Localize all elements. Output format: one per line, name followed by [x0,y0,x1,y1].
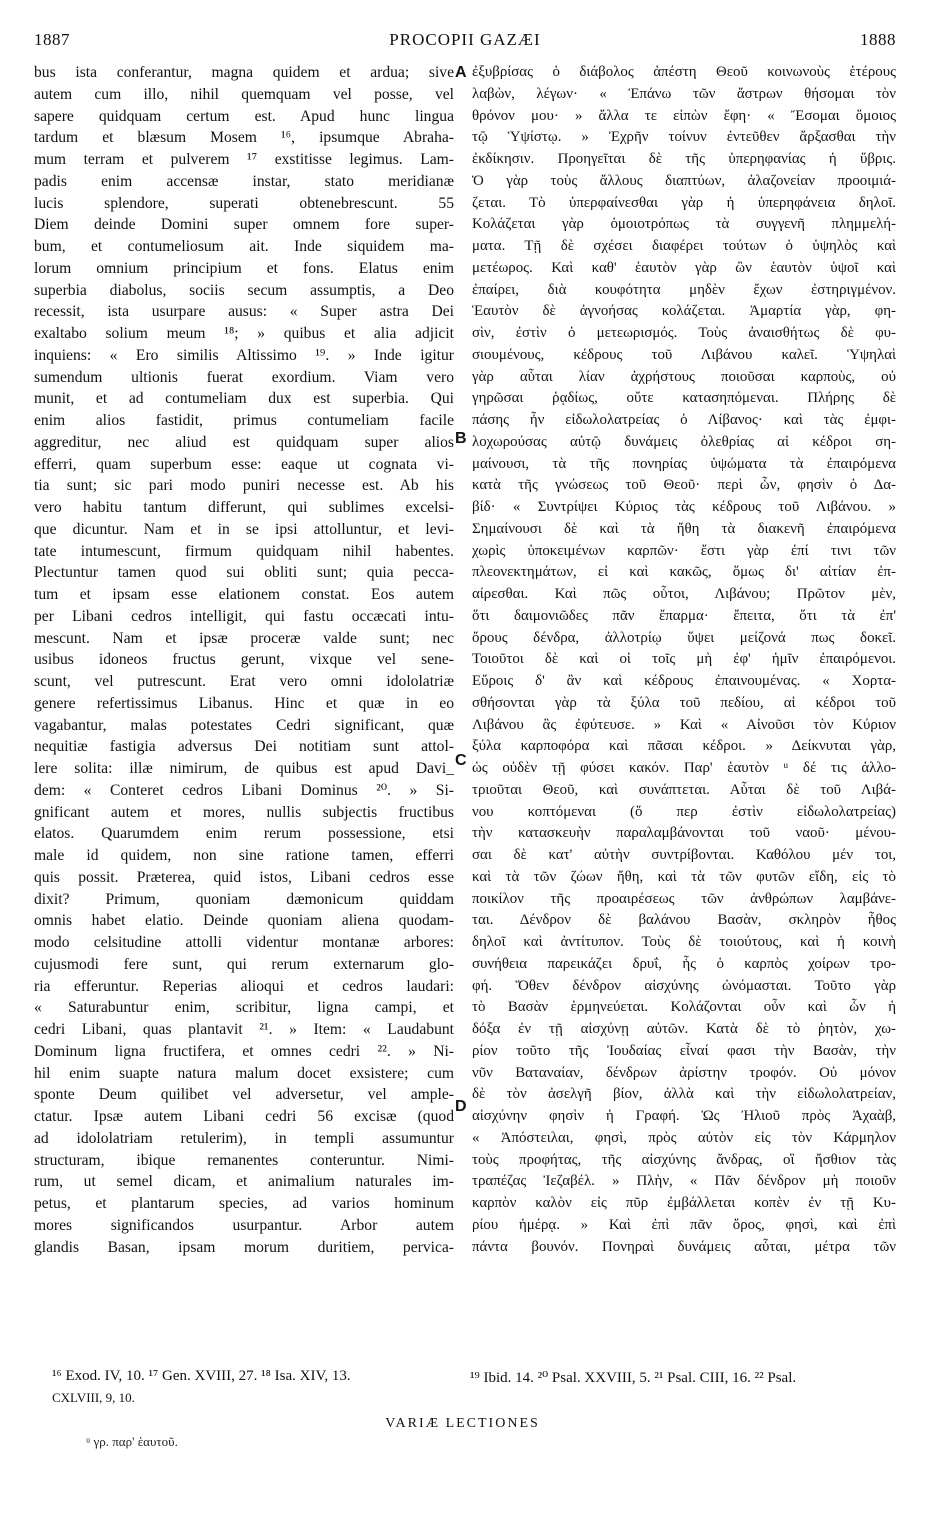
latin-text-line: ad idololatriam retulerim), in templi assumuntur [34,1129,454,1147]
latin-text-line: sapere quidquam certum est. Apud hunc lingua [34,107,454,125]
greek-text-line: τοὺς προφήτας, τῆς αἰσχύνης ἄνδρας, οἳ ἤσθιον τὰς [472,1151,896,1168]
greek-text-line: σαι δὲ κατ' αὐτὴν συντρίβονται. Καθόλου μέν τοι, [472,847,896,863]
page-number-right: 1888 [860,30,896,49]
latin-text-line: exaltabo solium meum ¹⁸; » quibus et alia adjicit [34,325,454,342]
greek-text-line: δὲ τὸν ἀσελγῆ βίον, ἀλλὰ καὶ τὴν εἰδωλολατρείαν, [472,1086,896,1103]
latin-text-line: cedri Libani, quas plantavit ²¹. » Item: « Laudabunt [34,1021,454,1038]
greek-text-line: τῷ Ὑψίστῳ. » Ἐχρῆν τοίνυν ἐντεῦθεν ἄρξασθαι τὴν [472,129,896,146]
greek-text-line: Ὁ γὰρ τοὺς ἄλλους διαπτύων, ἀλαζονείαν προοιμιά- [472,172,896,189]
latin-text-line: mescunt. Nam et ipsæ proceræ valde sunt; nec [34,629,454,647]
greek-text-line: χωρὶς ὑποκειμένων καρπῶν· ἔστι γὰρ ἐπί τινι τῶν [472,542,896,559]
greek-text-line: καὶ τὰ τῶν ζώων ἤθη, καὶ τὰ τῶν φυτῶν εἴδη, εἰς τὸ [472,868,896,885]
greek-text-line: Ἑαυτὸν δὲ ἀγνοήσας κολάζεται. Ἁμαρτία γὰρ, φη- [472,303,896,320]
greek-text-line: σθήσονται γὰρ τὰ ξύλα τοῦ πεδίου, αἱ κέδροι τοῦ [472,694,896,711]
greek-text-line: ὅτι δαιμονιῶδες πᾶν ἔπαρμα· ἔπειτα, ὅτι τὰ ἐπ' [472,607,896,624]
greek-text-line: δηλοῖ καὶ ἀντίτυπον. Τοὺς δὲ τοιούτους, καὶ ἡ κοινὴ [472,934,896,950]
latin-text-line: Dominum ligna fructifera, et omnes cedri ²². » Ni- [34,1042,454,1060]
latin-text-line: « Saturabuntur enim, scribitur, ligna campi, et [34,999,454,1017]
greek-text-line: ρίου ἡμέρᾳ. » Καὶ ἐπὶ πᾶν ὄρος, φησὶ, καὶ ἐπὶ [472,1216,896,1233]
latin-text-line: sponte Deum quilibet vel adversetur, vel ample- [34,1086,454,1104]
latin-text-line: genere refertissimus Libanus. Hinc et quæ in eo [34,694,454,712]
latin-text-line: hil enim suapte natura malum docet exsistere; cum [34,1064,454,1082]
latin-text-line: tum et ipsam esse elationem constat. Eos autem [34,586,454,603]
margin-letter-c: C [455,752,467,769]
greek-text-line: νῦν Βαταναίαν, δένδρων ἀρίστην τροφόν. Οὐ μόνον [472,1064,896,1081]
greek-text-line: συνήθεια παρεικάζει δρυΐ, ἧς ὁ καρπὸς χοίρων τρο- [472,955,896,972]
greek-text-line: Σημαίνουσι δὲ καὶ τὰ ἤθη τὰ διακενῆ ἐπαιρόμενα [472,520,896,537]
margin-letter-d: D [455,1098,467,1115]
greek-text-line: πλεονεκτημάτων, εἰ καὶ κακῶς, ὅμως δι' αἰτίαν ἐπ- [472,564,896,581]
latin-text-line: recessit, ista usurpare ausus: « Super astra Dei [34,303,454,321]
greek-text-line: φή. Ὅθεν δένδρον αἰσχύνης ὠνόμασται. Τοῦτο γὰρ [472,977,896,994]
greek-text-line: ἐπαίρει, διὰ κουφότητα μηδὲν ἔχων ἐστηριγμένον. [472,281,896,298]
greek-text-line: γὰρ αὗται λίαν ἀχρήστους ποιοῦσαι καρποὺς, οὐ [472,368,896,385]
latin-text-line: que dicuntur. Nam et in se ipsi attolluntur, et levi- [34,520,454,538]
latin-text-line: elatos. Quarumdem enim rerum possessione, etsi [34,825,454,843]
latin-text-line: bum, et contumeliosum ait. Inde siquidem ma- [34,238,454,255]
greek-text-line: θρόνον μου· » ἄλλα τε εἰπὼν ἔφη· « Ἔσομαι ὅμοιος [472,107,896,124]
greek-text-line: ξύλα καρποφόρα καὶ πᾶσαι κέδροι. » Δείκνυται γὰρ, [472,738,896,755]
latin-text-line: dem: « Conteret cedros Libani Dominus ²⁰. » Si- [34,781,454,799]
greek-text-line: σὶν, ἐστὶν ὁ μετεωρισμός. Τοὺς ἀναισθήτως δὲ φυ- [472,325,896,341]
greek-text-line: σιουμένους, κέδρους τοῦ Λιβάνου καλεῖ. Ὑψηλαὶ [472,346,896,363]
latin-text-line: lere solita: illæ nimirum, de quibus est apud Davi_ [34,760,454,777]
variant-reading-note: ᵘ γρ. παρ' ἑαυτοῦ. [86,1434,178,1449]
greek-text-line: μετέωρος. Καὶ καθ' ἑαυτὸν γὰρ ὢν ἑαυτὸν ὑψοῖ καὶ [472,259,896,276]
greek-text-line: νου κοπτόμεναι (ὅ περ ἐστὶν εἰδωλολατρείας) [472,803,896,820]
greek-text-line: ὡς οὐδὲν τῇ φύσει κακόν. Παρ' ἑαυτὸν ᵘ δέ τις ἀλλο- [472,760,896,776]
greek-text-line: Κολάζεται γὰρ ὁμοιοτρόπως τὰ συγγενῆ πλημμελή- [472,216,896,233]
latin-text-line: nequitiæ fastigia adversus Dei notitiam sunt attol- [34,738,454,756]
greek-text-line: πάντα βουνόν. Πονηραὶ δυνάμεις αὗται, μέτρα τῶν [472,1238,896,1255]
latin-text-line: efferri, quam superbum esse: eaque ut cognata vi- [34,455,454,473]
latin-text-line: vero habitu tantum differunt, qui sublimes excelsi- [34,499,454,516]
greek-text-line: Λιβάνου ἃς ἐφύτευσε. » Καὶ « Αἰνοῦσι τὸν Κύριον [472,716,896,733]
greek-text-line: ὄρους δένδρα, ἀλλοτρίῳ ὕψει μείζονά πως δοκεῖ. [472,629,896,646]
greek-text-line: βίδ· « Συντρίψει Κύριος τὰς κέδρους τοῦ Λιβάνου. » [472,499,896,515]
greek-text-line: ἐξυβρίσας ὁ διάβολος ἀπέστη Θεοῦ κοινωνοὺς ἑτέρους [472,64,896,80]
latin-text-line: mores significandos usurpantur. Arbor autem [34,1216,454,1234]
greek-text-line: ματα. Τῇ δὲ σχέσει διαφέρει τούτων ὁ ὑψηλὸς καὶ [472,238,896,254]
latin-text-line: tate intumescunt, firmum quidquam nihil habentes. [34,542,454,560]
greek-text-line: δόξα ἐν τῇ αἰσχύνῃ αὐτῶν. Κατὰ δὲ τὸ ῥητὸν, χω- [472,1021,896,1037]
greek-text-line: λαβὼν, λέγων· « Ἐπάνω τῶν ἄστρων θήσομαι τὸν [472,85,896,102]
footnotes-left-continued: CXLVIII, 9, 10. [52,1390,135,1405]
latin-text-line: gnificant autem et mores, nullis subjectis fructibus [34,803,454,821]
greek-text-line: μαίνουσι, τὰ τῆς πονηρίας ὑψώματα τὰ ἐπαιρόμενα [472,455,896,472]
latin-text-line: mum terram et pulverem ¹⁷ exstitisse legimus. Lam- [34,151,454,168]
greek-text-line: ται. Δένδρον δὲ βαλάνου Βασὰν, σκληρὸν ἦθος [472,912,896,929]
running-header [34,30,896,54]
latin-text-line: tia sunt; sic pari modo puniri necesse est. Ab his [34,477,454,495]
latin-text-line: omnis habet elatio. Deinde quoniam aliena quodam- [34,912,454,930]
latin-text-line: sumendum ultionis fuerat exordium. Viam vero [34,368,454,386]
latin-text-line: bus ista conferantur, magna quidem et ardua; sive [34,64,454,81]
latin-text-line: lucis splendore, superati obtenebrescunt. 55 [34,194,454,212]
greek-text-line: τὴν κατασκευὴν παραλαμβάνονται τοῦ ναοῦ· μένου- [472,825,896,842]
greek-text-line: λοχωρούσας αὐτῷ δυνάμεις ὀλεθρίας αἱ κέδροι ση- [472,433,896,450]
greek-text-line: κατὰ τῆς γνώσεως τοῦ Θεοῦ· περὶ ὧν, φησὶν ὁ Δα- [472,477,896,494]
greek-text-line: τριοῦται Θεοῦ, καὶ συνάπτεται. Αὗται δὲ τοῦ Λιβά- [472,781,896,798]
greek-text-line: καρπὸν καλὸν εἰς πῦρ ἐμβάλλεται κοπὲν ἐν τῇ Κυ- [472,1195,896,1211]
latin-text-line: ctatur. Ipsæ autem Libani cedri 56 excisæ (quod [34,1108,454,1125]
latin-text-line: Plectuntur tamen quod sui obliti sunt; quia pecca- [34,564,454,582]
latin-text-line: tardum et blæsum Mosem ¹⁶, ipsumque Abraha- [34,129,454,147]
greek-text-line: « Ἀπόστειλαι, φησὶ, πρὸς αὐτὸν εἰς τὸν Κάρμηλον [472,1129,896,1146]
footnotes-left: ¹⁶ Exod. IV, 10. ¹⁷ Gen. XVIII, 27. ¹⁸ Isa. XIV, 13. [52,1368,351,1384]
latin-text-line: male id quidem, non sine ratione tamen, efferri [34,847,454,864]
latin-text-line: structuram, ibique remanentes conteruntur. Nimi- [34,1151,454,1169]
running-title: PROCOPII GAZÆI [389,30,541,49]
greek-text-line: γηρῶσαι ῥᾳδίως, οὔτε κατασηπόμεναι. Πλήρης δὲ [472,390,896,407]
latin-text-line: aggreditur, nec aliud est quidquam super alios [34,433,454,451]
latin-text-line: rum, ut semel dicam, et animalium naturales im- [34,1173,454,1191]
latin-text-line: inquiens: « Ero similis Altissimo ¹⁹. » Inde igitur [34,346,454,364]
latin-column [34,62,454,1362]
latin-text-line: vagabantur, malas potestates Cedri significant, quæ [34,716,454,734]
greek-text-line: πάσης ἦν εἰδωλολατρείας ὁ Λίβανος· καὶ τὰς ἐμφι- [472,412,896,428]
latin-text-line: scunt, vel putrescunt. Erat vero omni idololatriæ [34,673,454,690]
greek-column [472,62,896,1362]
latin-text-line: superbia diabolus, sociis secum assumptis, a Deo [34,281,454,299]
margin-letter-b: B [455,430,467,447]
latin-text-line: autem cum illo, nihil quemquam vel posse, vel [34,85,454,103]
footnotes-right: ¹⁹ Ibid. 14. ²⁰ Psal. XXVIII, 5. ²¹ Psal. CIII, 16. ²² Psal. [470,1370,797,1386]
greek-text-line: Εὕροις δ' ἂν καὶ κέδρους ἐπαινουμένας. « Χορτα- [472,673,896,689]
latin-text-line: ria efferuntur. Reperias alioqui et cedros laudari: [34,977,454,995]
latin-text-line: enim alios fastidit, primus contumeliam facile [34,412,454,429]
latin-text-line: cujusmodi fere sunt, qui rerum externarum glo- [34,955,454,973]
latin-text-line: modo celsitudine attolli videntur montanæ arbores: [34,934,454,951]
latin-text-line: lorum omnium principium et fons. Elatus enim [34,259,454,277]
greek-text-line: ρίον τοῦτο τῆς Ἰουδαίας εἶναί φασι τὴν Βασὰν, τὴν [472,1042,896,1059]
latin-text-line: glandis Basan, ipsam morum duritiem, pervica- [34,1238,454,1256]
latin-text-line: per Libani cedros intelligit, qui fastu occæcati intu- [34,607,454,625]
latin-text-line: dixit? Primum, quoniam dæmonicum quiddam [34,890,454,908]
greek-text-line: Τοιοῦτοι δὲ καὶ οἱ τοῖς μὴ ἐφ' ἡμῖν ἐπαιρόμενοι. [472,651,896,668]
latin-text-line: petus, et plantarum species, ad varios hominum [34,1195,454,1212]
variae-lectiones-heading: VARIÆ LECTIONES [385,1416,540,1431]
latin-text-line: munit, et ad contumeliam dux est superbia. Qui [34,390,454,408]
greek-text-line: τραπέζας Ἰεζαβέλ. » Πλὴν, « Πᾶν δένδρον μὴ ποιοῦν [472,1173,896,1190]
greek-text-line: ζεται. Τὸ ὑπερφαίνεσθαι γὰρ ἡ ὑπερηφάνεια δηλοῖ. [472,194,896,211]
greek-text-line: αἰσχύνην φησὶν ἡ Γραφή. Ὡς Ἠλιοῦ πρὸς Ἀχαὰβ, [472,1108,896,1124]
margin-letter-a: A [455,64,467,81]
latin-text-line: padis enim accensæ instar, stato meridianæ [34,172,454,190]
greek-text-line: ἐκδίκησιν. Προηγεῖται δὲ τῆς ὑπερηφανίας ἡ ὕβρις. [472,151,896,167]
greek-text-line: τὸ Βασὰν ἑρμηνεύεται. Κολάζονται οὖν καὶ ὧν ἡ [472,999,896,1016]
greek-text-line: αίρεσθαι. Καὶ πῶς οὗτοι, Λιβάνου; Πρῶτον μὲν, [472,586,896,602]
latin-text-line: usibus idoneos fructus gerunt, vixque vel sene- [34,651,454,669]
greek-text-line: ποικίλον τῆς προαιρέσεως τῶν ἀνθρώπων λαμβάνε- [472,890,896,907]
latin-text-line: Diem deinde Domini super omnem fore super- [34,216,454,234]
latin-text-line: quis possit. Præterea, quid istos, Libani cedros esse [34,868,454,886]
page-number-left: 1887 [34,30,70,49]
